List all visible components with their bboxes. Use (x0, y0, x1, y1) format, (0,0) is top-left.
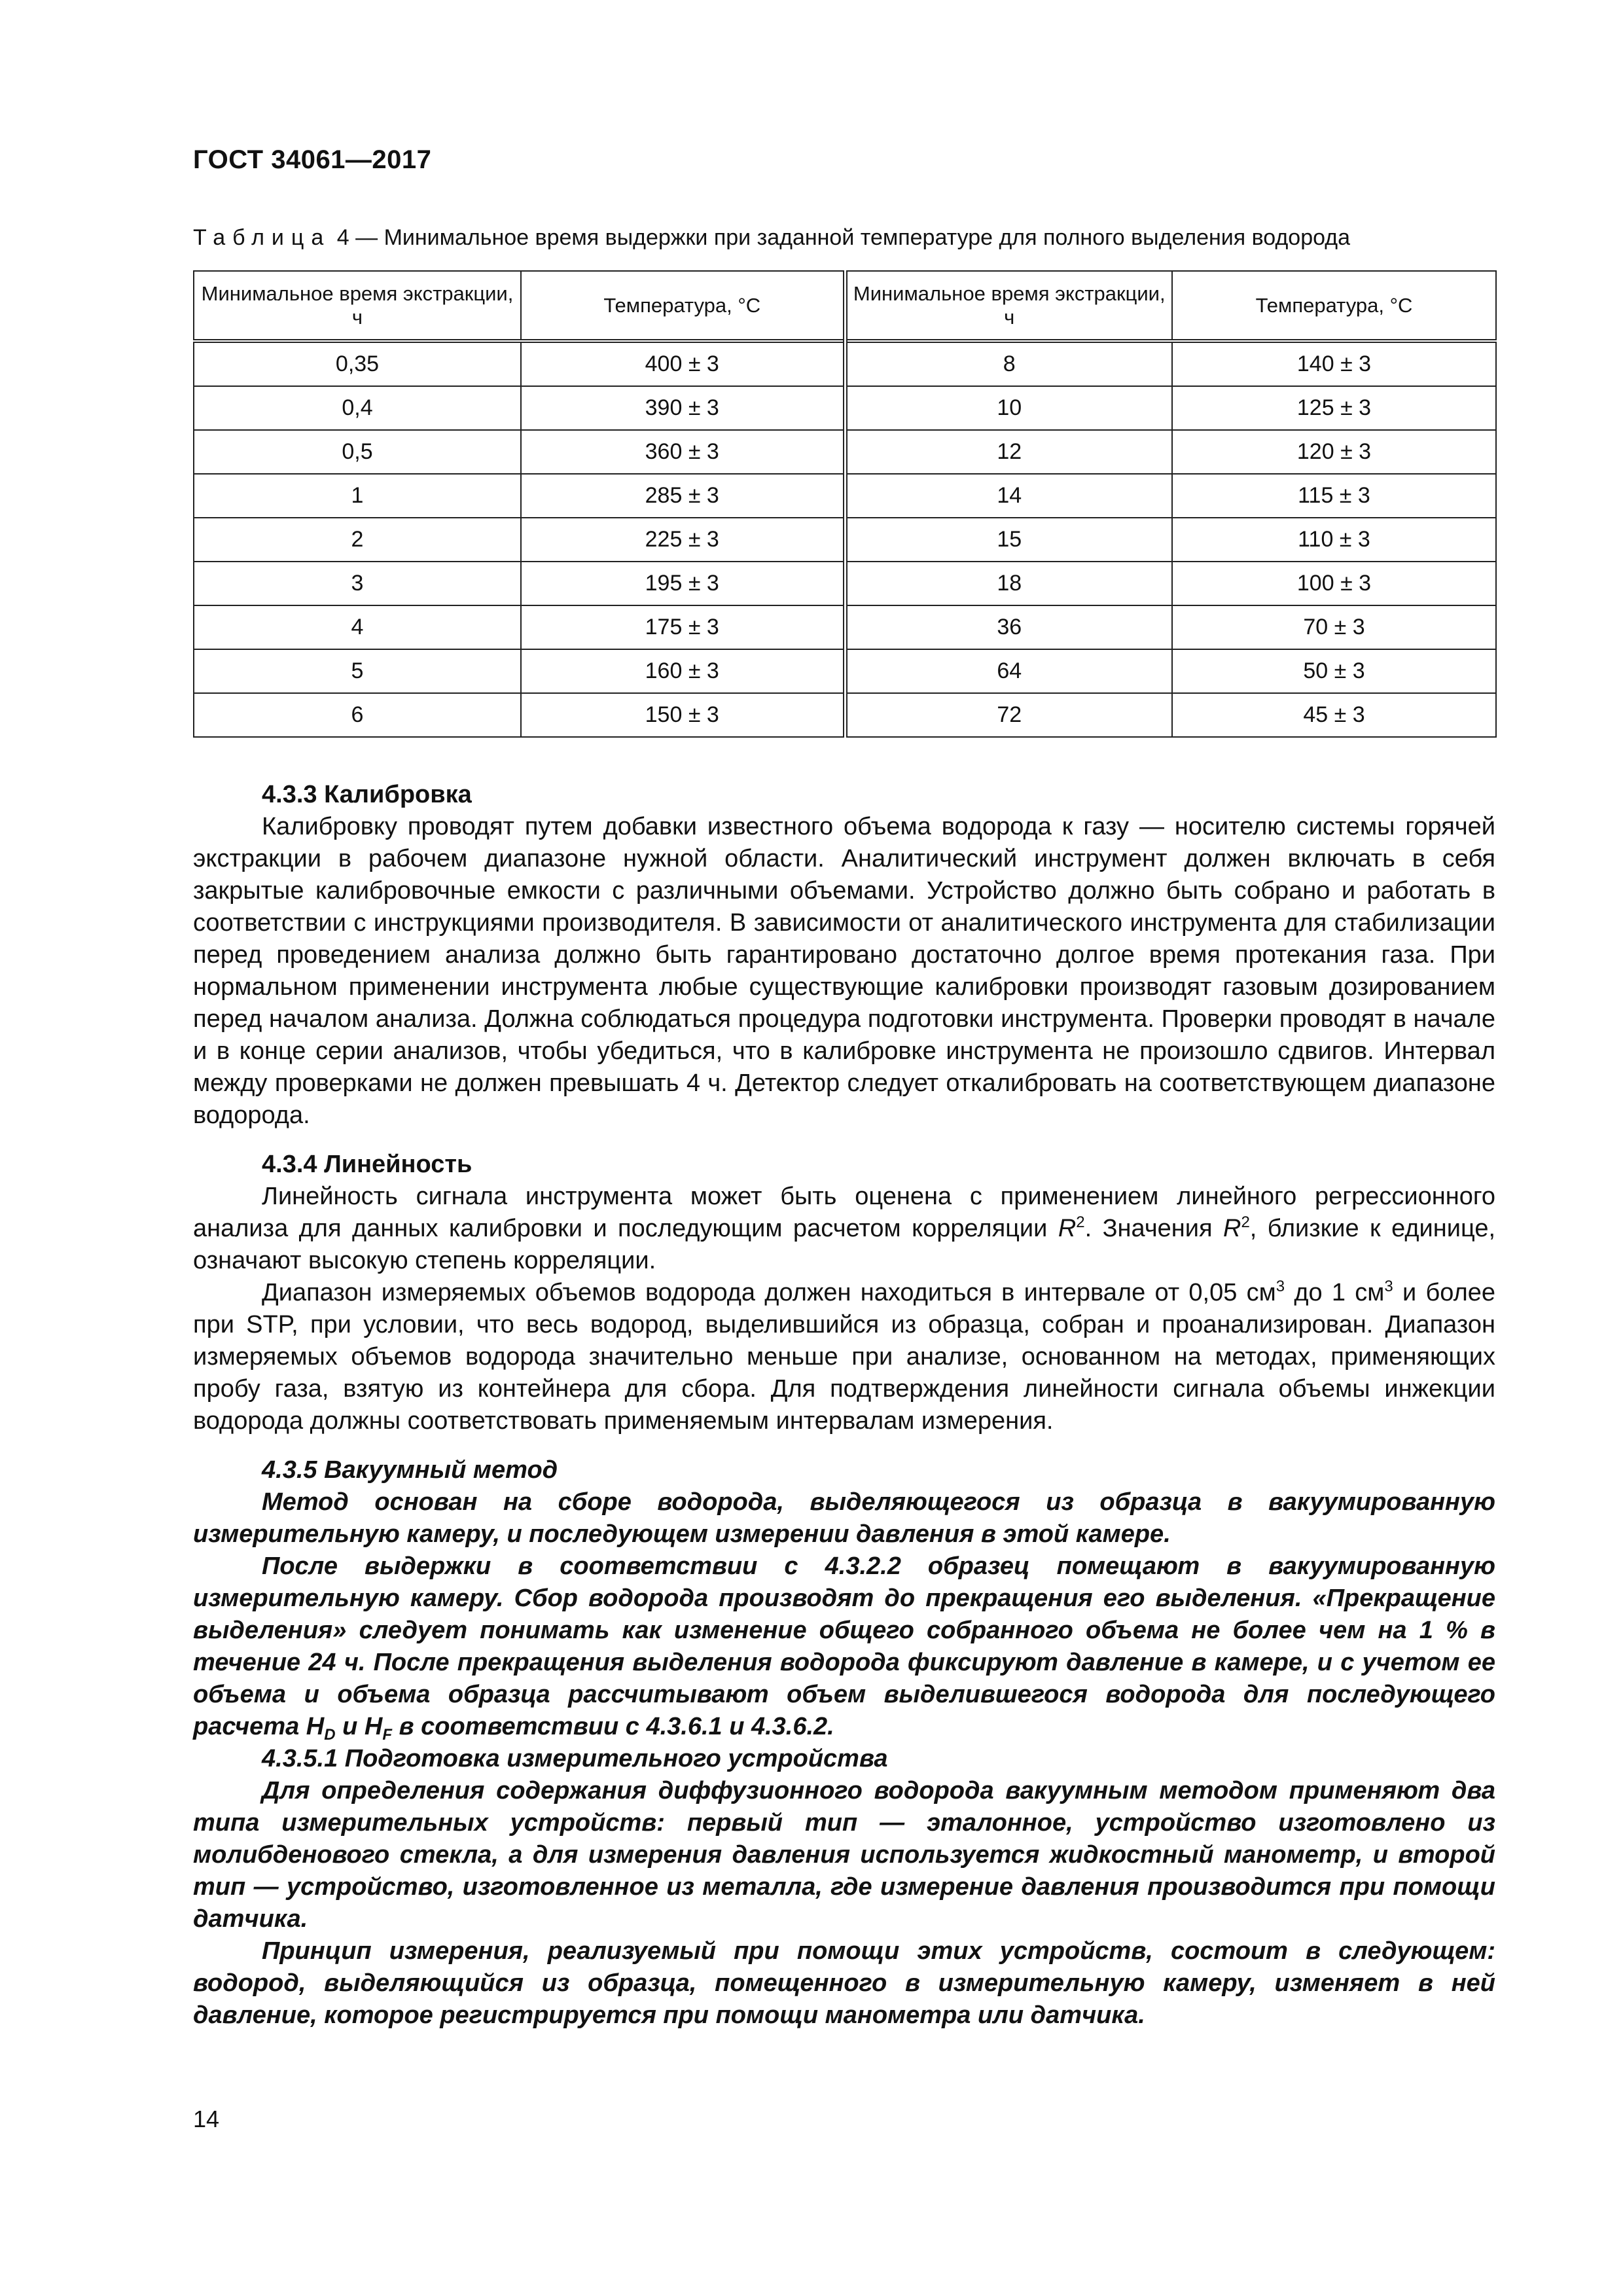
table-row (194, 562, 1496, 605)
table-row (194, 341, 1496, 386)
section-4-3-5 (193, 1454, 1495, 2032)
table-cell: 6 (194, 693, 521, 737)
table-cell: 0,35 (194, 341, 521, 386)
table-cell: 140 ± 3 (1172, 341, 1496, 386)
superscript: 2 (1076, 1213, 1085, 1231)
table-cell: 64 (845, 649, 1172, 693)
table-row (194, 693, 1496, 737)
table-cell: 15 (845, 518, 1172, 562)
table-row (194, 518, 1496, 562)
table-row (194, 386, 1496, 430)
table-row (194, 474, 1496, 518)
table-cell: 14 (845, 474, 1172, 518)
table-cell: 18 (845, 562, 1172, 605)
table-header-row (194, 271, 1496, 341)
table-row (194, 649, 1496, 693)
subscript: D (324, 1726, 336, 1744)
text-run: . Значения (1084, 1215, 1213, 1242)
paragraph (193, 1277, 1495, 1437)
table-cell: 100 ± 3 (1172, 562, 1496, 605)
table-row (194, 430, 1496, 474)
table-cell: 70 ± 3 (1172, 605, 1496, 649)
text-run: Линейность сигнала инструмента может быть оценена с применением линейного регрессионного анализа для данных калибровки и последующим расчетом корреляции (193, 1183, 1495, 1242)
table-cell: 285 ± 3 (521, 474, 845, 518)
table-cell: 225 ± 3 (521, 518, 845, 562)
table-cell: 4 (194, 605, 521, 649)
table-cell: 175 ± 3 (521, 605, 845, 649)
table-cell: 160 ± 3 (521, 649, 845, 693)
section-heading: 4.3.3 Калибровка (262, 781, 472, 808)
table-cell: 2 (194, 518, 521, 562)
table-cell: 110 ± 3 (1172, 518, 1496, 562)
paragraph: Для определения содержания диффузионного водорода вакуумным методом применяют два типа измерительных устройств: первый тип — эталонное, устройство изготовлено из молибденового стекла, а для измерения давления используется жидкостный манометр, и второй тип — устройство, изготовленное из металла, где измерение давления производится при помощи датчика. (193, 1777, 1495, 1933)
text-run: до 1 см (1294, 1279, 1385, 1306)
table-cell: 10 (845, 386, 1172, 430)
text-run: , близкие к единице, означают высокую степень корреляции. (193, 1215, 1496, 1274)
paragraph (193, 1181, 1495, 1277)
paragraph (193, 1551, 1495, 1743)
table-cell: 72 (845, 693, 1172, 737)
table-row (194, 605, 1496, 649)
table-cell: 12 (845, 430, 1172, 474)
superscript: 3 (1384, 1278, 1393, 1295)
table-cell: 360 ± 3 (521, 430, 845, 474)
table-cell: 50 ± 3 (1172, 649, 1496, 693)
table-cell: 36 (845, 605, 1172, 649)
superscript: 2 (1241, 1213, 1250, 1231)
variable: R (1222, 1215, 1241, 1242)
table-cell: 8 (845, 341, 1172, 386)
table-cell: 1 (194, 474, 521, 518)
text-run: После выдержки в соответствии с 4.3.2.2 образец помещают в вакуумированную измерительную камеру. Сбор водорода производят до прекращения его выделения. «Прекращение выделения» следует понимать как изменение общего собранного объема не более чем на 1 % в течение 24 ч. После прекращения выделения водорода фиксируют давление в камере, и с учетом ее объема и объема образца рассчитывают объем выделившегося водорода для последующего расчета H (193, 1552, 1495, 1740)
paragraph: Калибровку проводят путем добавки известного объема водорода к газу — носителю системы горячей экстракции в рабочем диапазоне нужной области. Аналитический инструмент должен включать в себя закрытые калибровочные емкости с различными объемами. Устройство должно быть собрано и работать в соответствии с инструкциями производителя. В зависимости от аналитического инструмента для стабилизации перед проведением анализа должно быть гарантировано достаточно долгое время протекания газа. При нормальном применении инструмента любые существующие калибровки производят газовым дозированием перед началом анализа. Должна соблюдаться процедура подготовки инструмента. Проверки проводят в начале и в конце серии анализов, чтобы убедиться, что в калибровке инструмента не произошло сдвигов. Интервал между проверками не должен превышать 4 ч. Детектор следует откалибровать на соответствующем диапазоне водорода. (193, 813, 1495, 1129)
column-header: Минимальное время экстракции, ч (194, 271, 521, 341)
text-run: Диапазон измеряемых объемов водорода должен находиться в интервале от 0,05 см (262, 1279, 1276, 1306)
table-cell: 3 (194, 562, 521, 605)
table-caption (193, 224, 1495, 251)
column-header: Минимальное время экстракции, ч (845, 271, 1172, 341)
section-4-3-4 (193, 1149, 1495, 1437)
table-caption-text: 4 — Минимальное время выдержки при заданной температуре для полного выделения водорода (336, 225, 1351, 250)
table-cell: 115 ± 3 (1172, 474, 1496, 518)
column-header: Температура, °С (521, 271, 845, 341)
variable: R (1058, 1215, 1077, 1242)
page-number: 14 (193, 2106, 220, 2132)
table-cell: 120 ± 3 (1172, 430, 1496, 474)
text-run: и H (342, 1713, 383, 1740)
text-run: и более при STP, при условии, что весь водород, выделившийся из образца, собран и проанализирован. Диапазон измеряемых объемов водорода значительно меньше при анализе, основанном на методах, применяющих пробу газа, взятую из контейнера для сбора. Для подтверждения линейности сигнала объемы инжекции водорода должны соответствовать применяемым интервалам измерения. (193, 1279, 1496, 1435)
section-heading: 4.3.4 Линейность (262, 1151, 473, 1178)
section-4-3-3 (193, 779, 1495, 1132)
extraction-time-table (193, 270, 1497, 738)
table-cell: 125 ± 3 (1172, 386, 1496, 430)
document-header: ГОСТ 34061—2017 (193, 145, 432, 174)
section-heading: 4.3.5 Вакуумный метод (262, 1456, 558, 1484)
subsection-heading: 4.3.5.1 Подготовка измерительного устройства (262, 1745, 888, 1772)
table-cell: 45 ± 3 (1172, 693, 1496, 737)
table-caption-word: Таблица (193, 225, 331, 250)
table-cell: 0,4 (194, 386, 521, 430)
paragraph: Принцип измерения, реализуемый при помощи этих устройств, состоит в следующем: водород, выделяющийся из образца, помещенного в измерительную камеру, изменяет в ней давление, которое регистрируется при помощи манометра или датчика. (193, 1937, 1495, 2029)
table-cell: 0,5 (194, 430, 521, 474)
superscript: 3 (1275, 1278, 1285, 1295)
table-cell: 150 ± 3 (521, 693, 845, 737)
subscript: F (382, 1726, 393, 1744)
table-cell: 390 ± 3 (521, 386, 845, 430)
text-run: в соответствии с 4.3.6.1 и 4.3.6.2. (399, 1713, 834, 1740)
column-header: Температура, °С (1172, 271, 1496, 341)
table-cell: 400 ± 3 (521, 341, 845, 386)
table-cell: 5 (194, 649, 521, 693)
paragraph: Метод основан на сборе водорода, выделяющегося из образца в вакуумированную измерительную камеру, и последующем измерении давления в этой камере. (193, 1488, 1495, 1548)
table-cell: 195 ± 3 (521, 562, 845, 605)
